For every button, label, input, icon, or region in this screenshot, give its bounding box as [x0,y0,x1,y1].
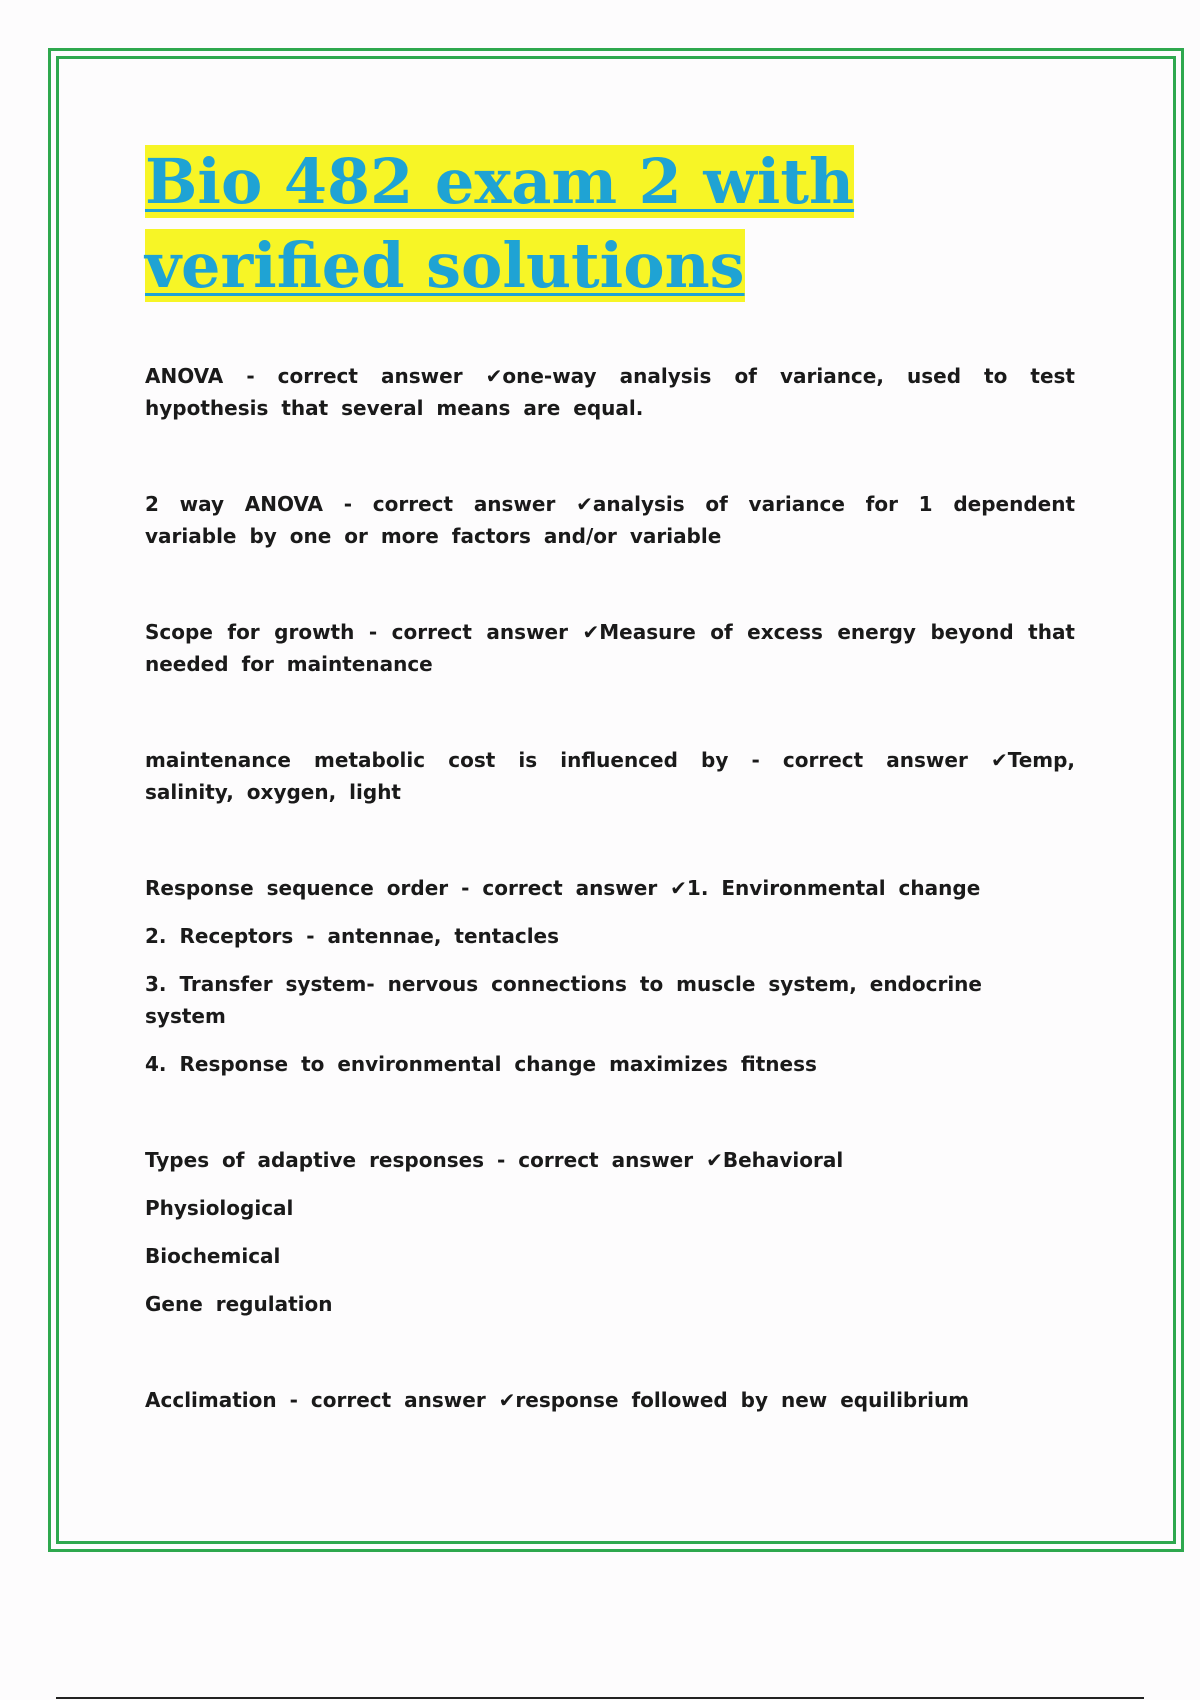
qa-entry [145,1384,1075,1416]
checkmark-icon: ✔ [670,876,687,900]
qa-text [145,872,1075,904]
qa-answer: response followed by new equilibrium [515,1388,970,1412]
qa-answer-line: Gene regulation [145,1292,333,1316]
qa-answer: analysis of variance for 1 dependent variable by one or more factors and/or variable [145,492,1076,548]
checkmark-icon: ✔ [706,1148,723,1172]
qa-separator: - correct answer [484,1148,707,1172]
qa-answer-line: 4. Response to environmental change maximizes fitness [145,1052,817,1076]
qa-answer: one-way analysis of variance, used to test hypothesis that several means are equal. [145,364,1075,420]
qa-separator: - correct answer [276,1388,499,1412]
checkmark-icon: ✔ [582,620,600,644]
qa-text [145,744,1075,808]
qa-answer-line: Physiological [145,1196,294,1220]
footer-divider [56,1697,1144,1699]
qa-separator: - correct answer [448,876,671,900]
qa-text [145,360,1075,424]
qa-entry [145,616,1075,680]
qa-term: Scope for growth [145,620,355,644]
checkmark-icon: ✔ [485,364,503,388]
qa-answer: Behavioral [722,1148,844,1172]
qa-answer-line: 2. Receptors - antennae, tentacles [145,924,560,948]
qa-entry [145,488,1075,552]
qa-text [145,1384,1075,1416]
qa-answer-line: Biochemical [145,1244,281,1268]
document-title [145,140,1075,308]
qa-term: Types of adaptive responses [145,1148,485,1172]
qa-term: Response sequence order [145,876,449,900]
qa-separator: - correct answer [223,364,486,388]
qa-entry [145,1144,1075,1320]
checkmark-icon: ✔ [498,1388,516,1412]
qa-separator: - correct answer [728,748,991,772]
qa-entry [145,744,1075,808]
document-body [145,140,1075,1480]
qa-answer: Temp, salinity, oxygen, light [145,748,1076,804]
qa-text [145,488,1075,552]
checkmark-icon: ✔ [576,492,593,516]
qa-text [145,1144,1075,1176]
qa-answer: Measure of excess energy beyond that needed for maintenance [145,620,1075,676]
qa-answer-line: 3. Transfer system- nervous connections to muscle system, endocrine system [145,972,982,1028]
qa-term: maintenance metabolic cost is influenced by [145,748,729,772]
qa-entry [145,872,1075,1080]
document-title-text: Bio 482 exam 2 with verified solutions [145,145,855,302]
qa-text [145,616,1075,680]
qa-term: Acclimation [145,1388,277,1412]
qa-separator: - correct answer [354,620,583,644]
qa-entry [145,360,1075,424]
qa-answer: 1. Environmental change [686,876,981,900]
qa-term: 2 way ANOVA [145,492,324,516]
qa-term: ANOVA [145,364,224,388]
checkmark-icon: ✔ [990,748,1008,772]
qa-separator: - correct answer [323,492,577,516]
